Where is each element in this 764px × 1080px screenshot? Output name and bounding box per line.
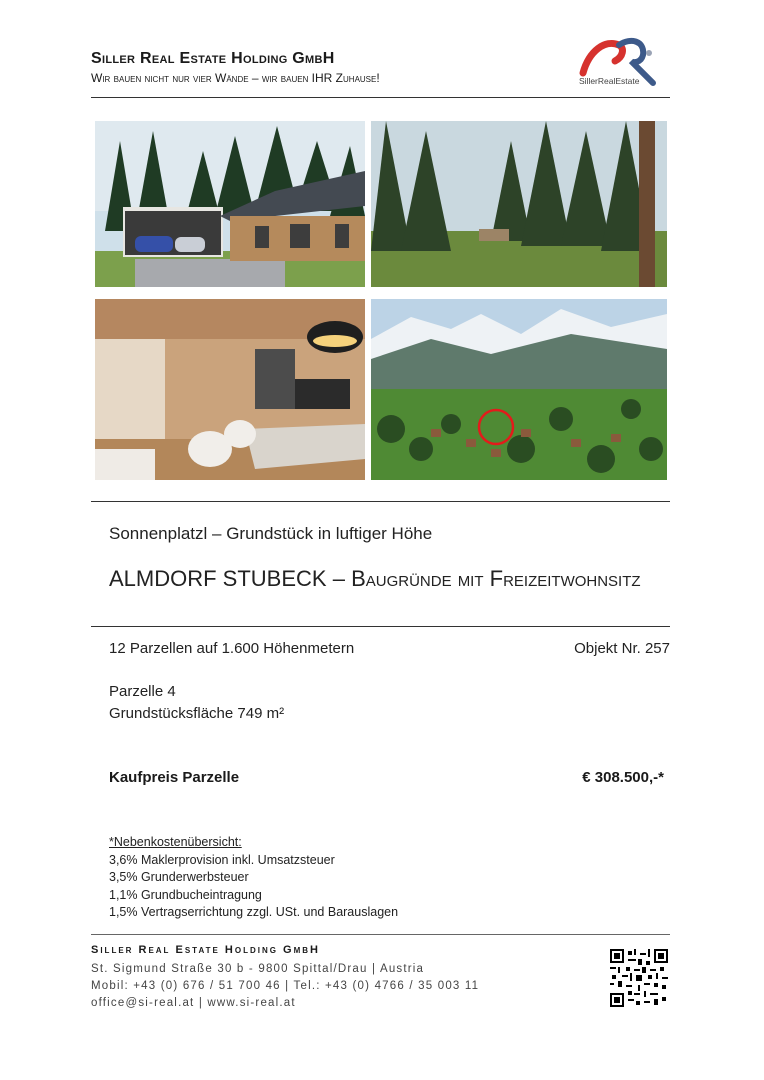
cost-item: 1,1% Grundbucheintragung [109,887,262,902]
forest-plot-photo [371,121,667,287]
footer-divider [91,934,670,935]
additional-costs [109,834,398,922]
cost-item: 3,6% Maklerprovision inkl. Umsatzsteuer [109,852,335,867]
company-logo [575,33,675,91]
company-slogan: Wir bauen nicht nur vier Wände – wir bauen IHR Zuhause! [91,71,380,85]
listing-title-smallcaps: Baugründe mit Freizeitwohnsitz [351,566,641,591]
listing-subtitle: Sonnenplatzl – Grundstück in luftiger Höhe [109,524,433,543]
parcel-number: Parzelle 4 [109,683,176,700]
photos-divider [91,501,670,502]
parcels-info: 12 Parzellen auf 1.600 Höhenmetern [109,640,355,657]
aerial-village-photo [371,299,667,480]
header-divider [91,97,670,98]
price-value: € 308.500,-* [582,769,664,786]
footer-contact[interactable]: office@si-real.at | www.si-real.at [91,997,296,1009]
cost-item: 3,5% Grunderwerbsteuer [109,870,249,884]
footer-company: Siller Real Estate Holding GmbH [91,944,320,956]
object-number: Objekt Nr. 257 [574,640,670,657]
listing-title-main: ALMDORF STUBECK – [109,566,345,591]
house-with-carport-photo [95,121,365,287]
company-name: Siller Real Estate Holding GmbH [91,50,335,67]
qr-code [610,949,668,1007]
parcel-area: Grundstücksfläche 749 m² [109,705,285,722]
footer-address: St. Sigmund Straße 30 b - 9800 Spittal/Drau | Austria [91,963,425,975]
listing-title [109,566,641,592]
footer-phones: Mobil: +43 (0) 676 / 51 700 46 | Tel.: +43 (0) 4766 / 35 003 11 [91,980,480,992]
logo-text: SillerRealEstate [579,76,640,86]
costs-heading: *Nebenkostenübersicht: [109,835,242,849]
title-divider [91,626,670,627]
interior-living-room-photo [95,299,365,480]
cost-item: 1,5% Vertragserrichtung zzgl. USt. und Barauslagen [109,905,399,919]
price-label: Kaufpreis Parzelle [109,769,240,786]
